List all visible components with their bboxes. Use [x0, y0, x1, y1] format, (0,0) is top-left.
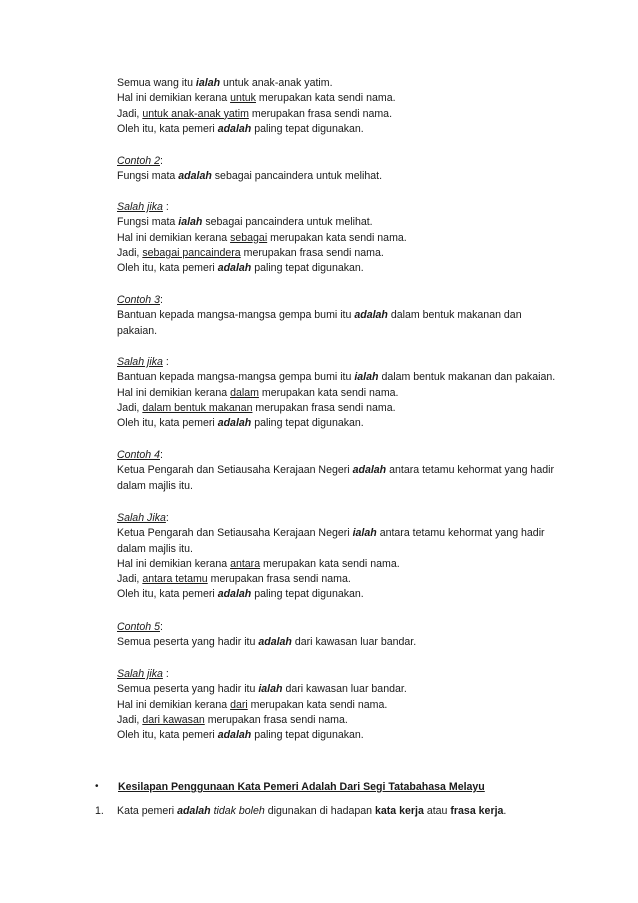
keyword: adalah: [217, 262, 252, 275]
sentence-line: Oleh itu, kata pemeri adalah paling tepat digunakan.: [117, 122, 364, 135]
underlined-word: sebagai: [230, 231, 268, 244]
keyword: adalah: [352, 464, 387, 477]
keyword: ialah: [195, 77, 221, 89]
wrong-label: Salah jika :: [117, 356, 169, 368]
keyword: ialah: [352, 527, 377, 540]
keyword: ialah: [258, 683, 283, 696]
keyword: adalah: [354, 309, 388, 322]
underlined-word: dari: [230, 698, 248, 711]
rule-text: Kata pemeri adalah tidak boleh digunakan di hadapan kata kerja atau frasa kerja.: [117, 805, 507, 817]
sentence-line: Jadi, dalam bentuk makanan merupakan frasa sendi nama.: [117, 401, 396, 414]
underlined-phrase: dari kawasan: [142, 713, 205, 726]
keyword: adalah: [217, 729, 252, 742]
sentence-line: Oleh itu, kata pemeri adalah paling tepat digunakan.: [117, 729, 364, 742]
wrong-label: Salah jika :: [117, 668, 169, 680]
keyword: adalah: [217, 417, 252, 430]
sentence-line: Oleh itu, kata pemeri adalah paling tepat digunakan.: [117, 588, 364, 601]
keyword: ialah: [178, 216, 203, 229]
sentence-paragraph: Ketua Pengarah dan Setiausaha Kerajaan Negeri ialah antara tetamu kehormat yang hadir dalam majlis itu.: [117, 527, 545, 555]
sentence-line: Semua peserta yang hadir itu adalah dari kawasan luar bandar.: [117, 636, 417, 649]
section-heading-text: Kesilapan Penggunaan Kata Pemeri Adalah Dari Segi Tatabahasa Melayu: [118, 781, 485, 793]
underlined-phrase: dalam bentuk makanan: [142, 401, 253, 414]
bold-term: frasa kerja: [450, 805, 504, 817]
list-number: 1.: [95, 805, 104, 817]
example-label: Contoh 5:: [117, 621, 163, 633]
sentence-paragraph: Ketua Pengarah dan Setiausaha Kerajaan Negeri adalah antara tetamu kehormat yang hadir dalam majlis itu.: [117, 464, 554, 492]
emphasis: tidak boleh: [213, 805, 265, 817]
bold-term: kata kerja: [374, 805, 424, 817]
example-label: Contoh 4:: [117, 449, 163, 461]
keyword: adalah: [178, 170, 212, 183]
sentence-line: Hal ini demikian kerana dalam merupakan kata sendi nama.: [117, 386, 399, 399]
sentence-line: Hal ini demikian kerana sebagai merupakan kata sendi nama.: [117, 231, 407, 244]
sentence-line: Jadi, antara tetamu merupakan frasa sendi nama.: [117, 573, 351, 586]
keyword: adalah: [217, 122, 252, 135]
example-4: [117, 448, 577, 494]
sentence-line: Semua peserta yang hadir itu ialah dari kawasan luar bandar.: [117, 683, 407, 696]
wrong-usage-5: [117, 667, 577, 743]
sentence-line: Bantuan kepada mangsa-mangsa gempa bumi itu ialah dalam bentuk makanan dan pakaian.: [117, 371, 556, 384]
sentence-line: Semua wang itu ialah untuk anak-anak yatim.: [117, 77, 333, 89]
wrong-usage-3: [117, 355, 577, 431]
underlined-word: dalam: [230, 386, 259, 399]
underlined-word: antara: [230, 557, 261, 570]
wrong-label: Salah Jika:: [117, 512, 169, 524]
example-label: Contoh 2:: [117, 155, 163, 167]
keyword: adalah: [217, 588, 252, 601]
example-1-explanation: [117, 76, 577, 137]
sentence-line: Fungsi mata ialah sebagai pancaindera untuk melihat.: [117, 216, 373, 229]
example-5: [117, 620, 577, 651]
example-label: Contoh 3:: [117, 294, 163, 306]
example-2: [117, 154, 577, 185]
underlined-phrase: sebagai pancaindera: [142, 246, 241, 259]
underlined-phrase: untuk anak-anak yatim: [142, 107, 249, 120]
sentence-line: Fungsi mata adalah sebagai pancaindera untuk melihat.: [117, 170, 383, 183]
underlined-phrase: antara tetamu: [142, 573, 208, 586]
sentence-line: Hal ini demikian kerana antara merupakan kata sendi nama.: [117, 557, 400, 570]
underlined-word: untuk: [230, 92, 256, 105]
wrong-usage-2: [117, 200, 577, 276]
keyword: adalah: [177, 805, 211, 817]
keyword: adalah: [258, 636, 292, 649]
sentence-line: Oleh itu, kata pemeri adalah paling tepat digunakan.: [117, 417, 364, 430]
sentence-paragraph: Bantuan kepada mangsa-mangsa gempa bumi itu adalah dalam bentuk makanan dan pakaian.: [117, 309, 522, 337]
sentence-line: Jadi, dari kawasan merupakan frasa sendi nama.: [117, 713, 348, 726]
bullet-icon: •: [95, 781, 99, 792]
example-3: [117, 293, 577, 339]
wrong-label: Salah jika :: [117, 201, 169, 213]
sentence-line: Hal ini demikian kerana dari merupakan kata sendi nama.: [117, 698, 388, 711]
sentence-line: Jadi, untuk anak-anak yatim merupakan frasa sendi nama.: [117, 107, 393, 120]
sentence-line: Hal ini demikian kerana untuk merupakan kata sendi nama.: [117, 92, 396, 105]
sentence-line: Oleh itu, kata pemeri adalah paling tepat digunakan.: [117, 262, 364, 275]
wrong-usage-4: [117, 511, 577, 603]
keyword: ialah: [354, 371, 379, 384]
sentence-line: Jadi, sebagai pancaindera merupakan frasa sendi nama.: [117, 246, 384, 259]
